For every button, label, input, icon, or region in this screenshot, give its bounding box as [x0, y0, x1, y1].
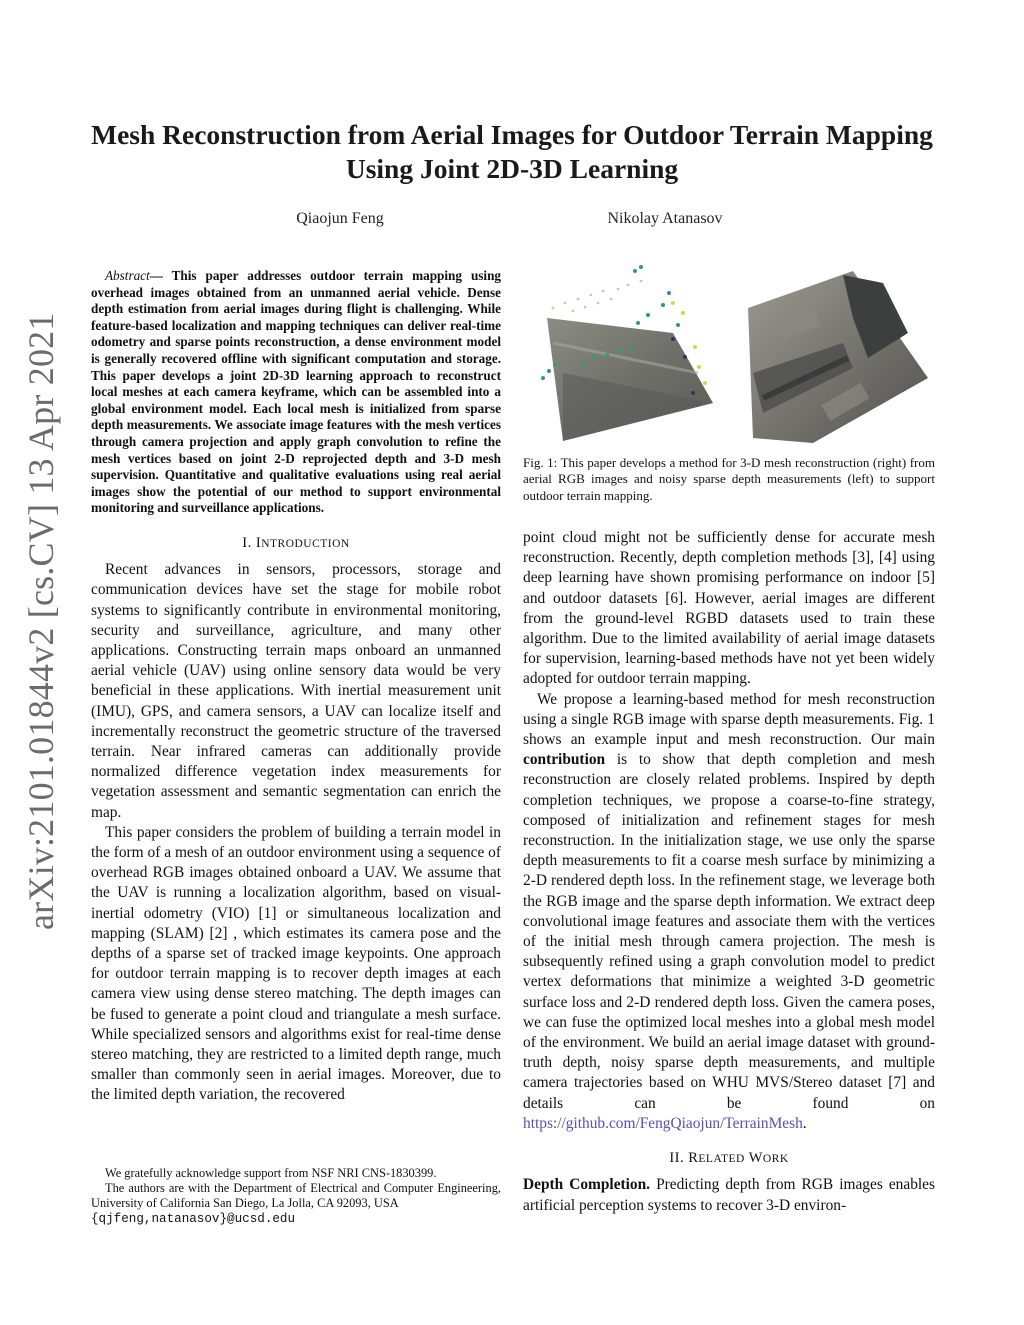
right-column	[523, 528, 935, 1216]
arxiv-identifier-stamp: arXiv:2101.01844v2 [cs.CV] 13 Apr 2021	[21, 312, 61, 930]
intro-paragraph-2: This paper considers the problem of building a terrain model in the form of a mesh of an outdoor environment using a sequence of overhead RGB images obtained onboard a UAV. We assume that the UAV is running a localization algorithm, based on visual-inertial odometry (VIO) [1] or simultaneous localization and mapping (SLAM) [2] , which estimates its camera pose and the depths of a sparse set of tracked image keypoints. One approach for outdoor terrain mapping is to recover depth images at each camera view using dense stereo matching. The depth images can be fused to generate a point cloud and triangulate a mesh surface. While specialized sensors and algorithms exist for real-time dense stereo matching, they are restricted to a limited depth range, much smaller than commonly seen in aerial images. Moreover, due to the limited depth variation, the recovered	[91, 823, 501, 1104]
abstract-text: — This paper addresses outdoor terrain mapping using overhead images obtained from an unmanned aerial vehicle. Dense depth estimation from aerial images during flight is challenging. While feature-based localization and mapping techniques can deliver real-time odometry and sparse points reconstruction, a dense environment model is generally recovered offline with significant computation and storage. This paper develops a joint 2D-3D learning approach to reconstruct local meshes at each camera keyframe, which can be assembled into a global environment model. Each local mesh is initialized from sparse depth measurements. We associate image features with the mesh vertices through camera projection and apply graph convolution to refine the mesh vertices based on joint 2-D reprojected depth and 3-D mesh supervision. Quantitative and qualitative evaluations using real aerial images show the potential of our method to support environmental monitoring and surveillance applications.	[91, 268, 501, 516]
abstract-label: Abstract	[105, 268, 150, 283]
paper-title: Mesh Reconstruction from Aerial Images for Outdoor Terrain Mapping Using Joint 2D-3D Learning	[91, 119, 933, 184]
right-paragraph-1: point cloud might not be sufficiently dense for accurate mesh reconstruction. Recently, depth completion methods [3], [4] using deep learning have shown promising performance on indoor [5] and outdoor datasets [6]. However, aerial images are different from the ground-level RGBD datasets used to train these algorithm. Due to the limited availability of aerial image datasets for supervision, learning-based methods have not yet been widely adopted for outdoor terrain mapping.	[523, 529, 935, 688]
section-heading-related-work: II. RELATED WORK	[669, 1150, 789, 1167]
figure-1-caption: Fig. 1: This paper develops a method for 3-D mesh reconstruction (right) from aerial RGB images and noisy sparse depth measurements (left) to support outdoor terrain mapping.	[523, 455, 935, 503]
footnote-funding: We gratefully acknowledge support from NSF NRI CNS-1830399.	[105, 1166, 437, 1180]
author-1: Qiaojun Feng	[296, 210, 384, 227]
intro-paragraph-1: Recent advances in sensors, processors, storage and communication devices have set the stage for mobile robot systems to significantly contribute in environmental monitoring, security and surveillance, agriculture, and many other applications. Constructing terrain maps onboard an unmanned aerial vehicle (UAV) using online sensory data would be very beneficial in these applications. With inertial measurement unit (IMU), GPS, and camera sensors, a UAV can localize itself and incrementally reconstruct the geometric structure of the traversed terrain. Near infrared cameras can additionally provide normalized difference vegetation index measurements for vegetation assessment and semantic segmentation can enrich the map.	[91, 561, 501, 821]
depth-completion-paragraph: Depth Completion. Predicting depth from RGB images enables artificial perception systems to recover 3-D environ-	[523, 1176, 935, 1214]
footnote-affiliation: The authors are with the Department of Electrical and Computer Engineering, University of California San Diego, La Jolla, CA 92093, USA	[91, 1181, 501, 1211]
right-paragraph-2: We propose a learning-based method for mesh reconstruction using a single RGB image with sparse depth measurements. Fig. 1 shows an example input and mesh reconstruction. Our main contribution is to show that depth completion and mesh reconstruction are closely related problems. Inspired by depth completion techniques, we propose a coarse-to-fine strategy, composed of initialization and refinement stages for mesh reconstruction. In the initialization stage, we use only the sparse depth measurements to fit a coarse mesh surface by minimizing a 2-D rendered depth loss. In the refinement stage, we leverage both the RGB image and the sparse depth information. We extract deep convolutional image features and associate them with the vertices of the initial mesh through camera projection. The mesh is subsequently refined using a graph convolution model to predict vertex deformations that minimize a weighted 3-D geometric surface loss and 2-D rendered depth loss. Given the camera poses, we can fuse the optimized local meshes into a global mesh model of the environment. We build an aerial image dataset with ground-truth depth, noisy sparse depth measurements, and multiple camera trajectories based on WHU MVS/Stereo dataset [7] and details can be found on https://github.com/FengQiaojun/TerrainMesh.	[523, 690, 935, 1132]
left-column	[91, 268, 501, 1106]
figure-1	[523, 263, 935, 448]
abstract	[91, 268, 501, 517]
footnotes	[91, 1166, 501, 1227]
author-2: Nikolay Atanasov	[607, 210, 723, 227]
figure-1-illustration	[523, 263, 935, 448]
depth-completion-heading: Depth Completion.	[523, 1176, 651, 1194]
terrainmesh-link[interactable]: https://github.com/FengQiaojun/TerrainMesh	[523, 1114, 803, 1132]
section-heading-introduction: I. INTRODUCTION	[242, 534, 350, 551]
mesh-reconstruction-view	[748, 271, 928, 443]
sparse-depth-view	[541, 265, 713, 441]
footnote-emails: {qjfeng,natanasov}@ucsd.edu	[91, 1211, 296, 1226]
contribution-bold: contribution	[523, 751, 606, 769]
